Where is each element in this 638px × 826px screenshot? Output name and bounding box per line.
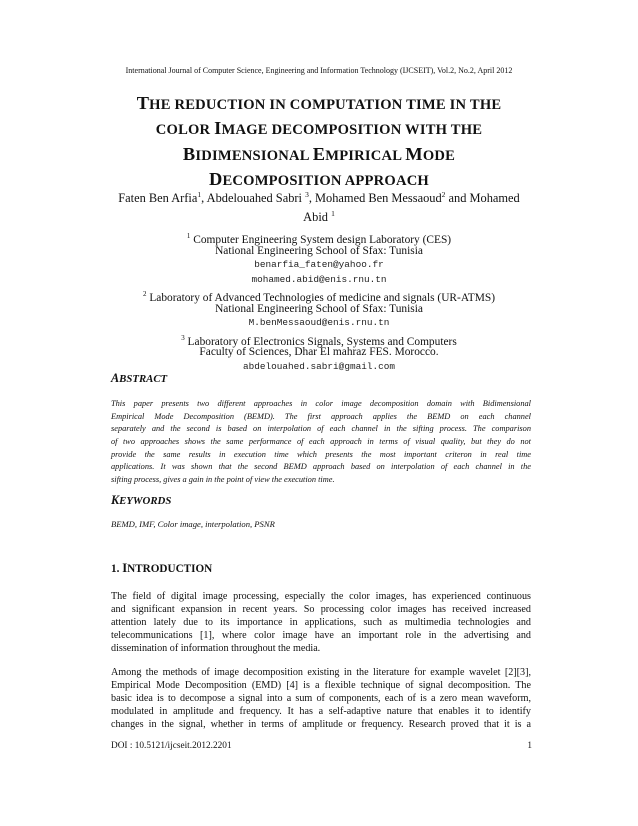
paragraph-line: attention lately due to its importance in applications, such as multimedia technologies and [111,616,531,628]
author-affiliation-mark: 1 [331,209,335,219]
author-email[interactable]: mohamed.abid@enis.rnu.tn [251,273,387,285]
abstract-line: sifting process, gives a gain in the point of view the execution time. [111,474,335,484]
author-name: , Abdelouahed Sabri [201,191,306,206]
author-name: and Mohamed Abid [303,191,520,225]
paragraph-line: and significant expansion in recent years. So processing color images has received increased [111,603,531,615]
abstract-line: provide the same results in execution time which presents the most important criteron in real time [111,449,531,459]
paragraph-line: Empirical Mode Decomposition (EMD) [4] is a flexible technique of signal decomposition. The [111,679,531,691]
title-line: COLOR IMAGE DECOMPOSITION WITH THE [155,118,483,139]
title-line: THE REDUCTION IN COMPUTATION TIME IN THE [136,93,502,113]
affiliation-school: Faculty of Sciences, Dhar El mahraz FES. Morocco. [199,346,439,358]
title-line: BIDIMENSIONAL EMPIRICAL MODE [182,143,456,164]
affiliations [0,229,638,374]
introduction-paragraph [111,667,531,732]
keywords-heading: KEYWORDS [111,493,172,507]
affiliation-school: National Engineering School of Sfax: Tunisia [215,302,423,315]
paragraph-line: The field of digital image processing, especially the color images, has experienced continuous [111,591,531,602]
doi-footer: DOI : 10.5121/ijcseit.2012.2201 [111,741,232,751]
abstract-line: This paper presents two different approaches in color image decomposition domain with Bidimensional [111,399,531,408]
author-name: Faten Ben Arfia [118,191,198,206]
abstract-heading: ABSTRACT [111,371,168,385]
introduction-paragraph [111,591,531,656]
author-email[interactable]: benarfia_faten@yahoo.fr [254,259,384,270]
abstract-line: separately and the second is based on interpolation of each channel in the sifting process. The comparison [111,424,531,434]
affiliation-lab: $^1$ Computer Engineering System design Laboratory (CES) [186,232,452,246]
page-number: 1 [527,741,532,751]
affiliation-school: National Engineering School of Sfax: Tunisia [215,244,423,257]
affiliation-lab: $^3$ Laboratory of Electronics Signals, Systems and Computers [181,333,457,348]
affiliation-lab: $^2$ Laboratory of Advanced Technologies of medicine and signals (UR-ATMS) [142,290,496,304]
title-line: DECOMPOSITION APPROACH [209,169,429,190]
abstract-text [111,398,531,486]
keywords-text: BEMD, IMF, Color image, interpolation, PSNR [111,519,275,529]
introduction-heading: 1. INTRODUCTION [111,561,213,575]
author-name: , Mohamed Ben Messaoud [308,191,442,206]
abstract-line: of two approaches shows the same performance of each approach in terms of visual quality, but they do not [111,436,531,446]
paragraph-line: telecommunications [1], where color image have an important role in the advertising and [111,629,531,641]
paper-title [90,92,548,194]
running-header: International Journal of Computer Science, Engineering and Information Technology (IJCSEIT), Vol.2, No.2, April 2012 [125,66,513,75]
paragraph-line: basic idea is to decompose a signal into a sum of components, each of is a zero mean waveform, [111,692,531,704]
paragraph-line: Among the methods of image decomposition existing in the literature for example wavelet [2][3], [111,667,531,678]
author-affiliation-mark: 3 [305,190,309,199]
paragraph-line: dissemination of information throughout the media. [111,642,321,654]
paragraph-line: modulated in amplitude and frequency. It has a self-adaptive nature that enables it to identify [111,705,531,717]
abstract-line: applications. It was shown that the second BEMD approach based on interpolation of each channel in the [111,462,531,472]
author-list [108,187,530,225]
paragraph-line: changes in the signal, whether in terms of amplitude or frequency. Research proved that it is a [111,718,531,730]
abstract-line: Empirical Mode Decomposition (BEMD). The first approach applies the BEMD on each channel [111,411,531,421]
author-email[interactable]: M.benMessaoud@enis.rnu.tn [248,317,390,328]
author-email[interactable]: abdelouahed.sabri@gmail.com [243,360,395,372]
author-affiliation-mark: 2 [441,190,446,199]
author-affiliation-mark: 1 [197,190,202,199]
